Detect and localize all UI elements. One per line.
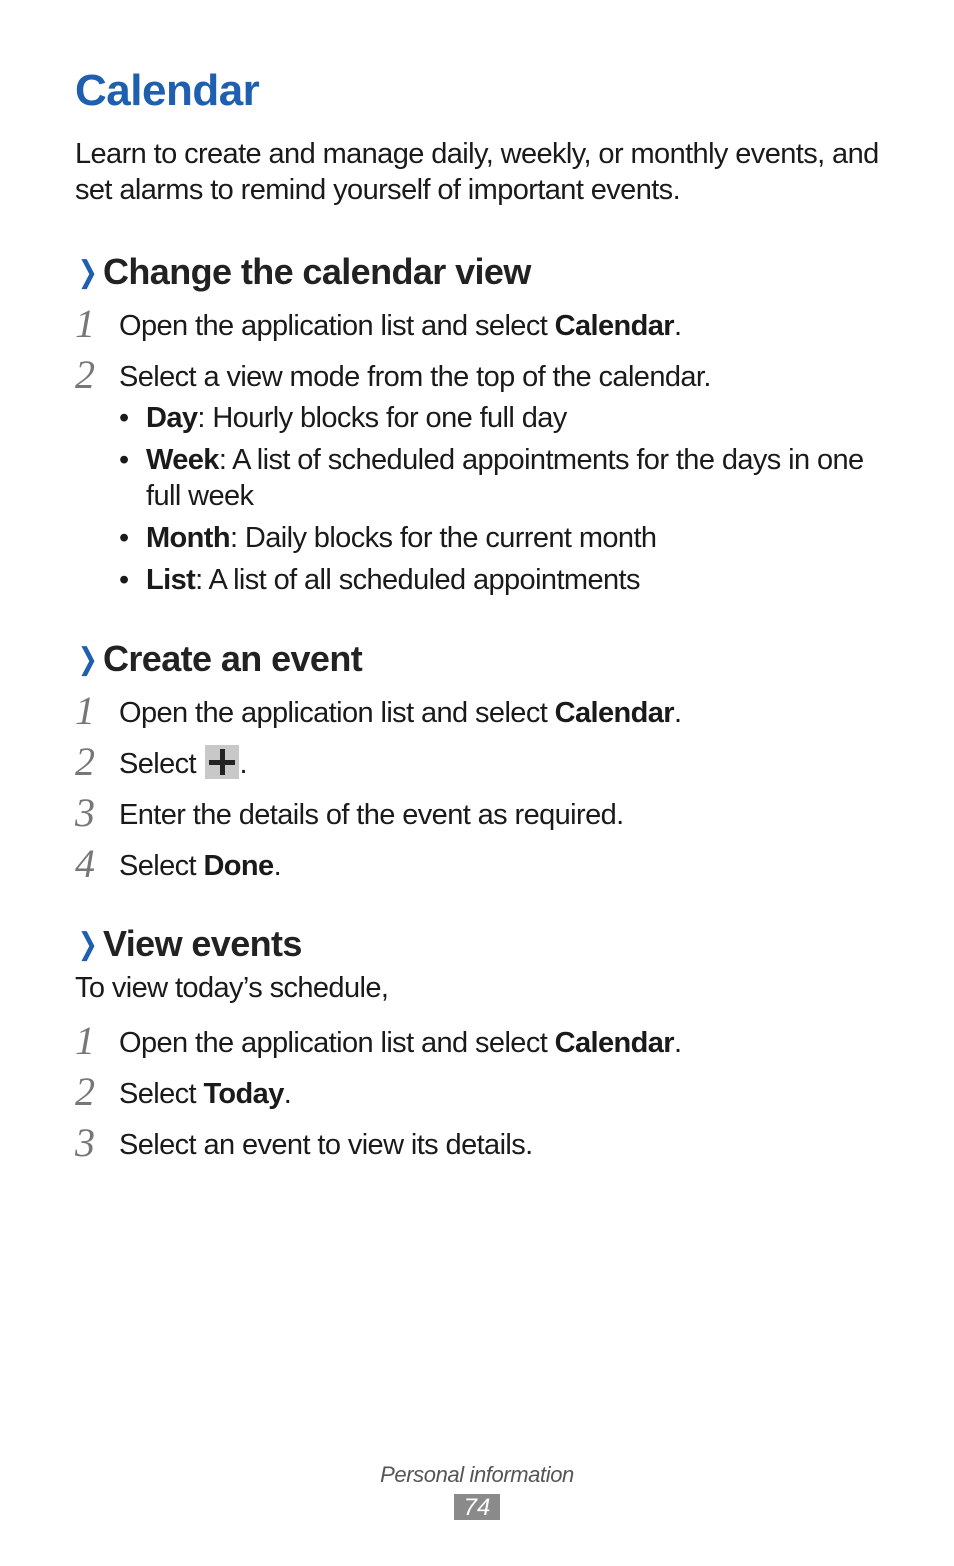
- ui-term: Calendar: [554, 1027, 674, 1059]
- page-title: Calendar: [75, 66, 260, 115]
- step-text: Select an event to view its details.: [119, 1129, 533, 1161]
- section-heading-create-event: [75, 637, 362, 682]
- step-number: 2: [75, 352, 95, 397]
- bullet-icon: •: [119, 522, 129, 554]
- step-text: Open the application list and select Calendar.: [119, 697, 682, 729]
- step-item: [75, 1018, 885, 1067]
- step-text: Select .: [119, 744, 247, 784]
- list-item: • Month: Daily blocks for the current month: [119, 522, 657, 554]
- view-mode-list: [119, 400, 879, 604]
- plus-icon: [205, 745, 239, 779]
- section-heading-text: Change the calendar view: [103, 251, 531, 292]
- bullet-icon: •: [119, 564, 129, 596]
- step-item: [75, 739, 885, 788]
- step-number: 2: [75, 739, 95, 784]
- bullet-icon: •: [119, 402, 129, 434]
- list-item: • List: A list of all scheduled appointments: [119, 564, 640, 596]
- section-heading-text: View events: [103, 923, 302, 964]
- bullet-icon: •: [119, 444, 129, 476]
- step-number: 3: [75, 790, 95, 835]
- step-item: [75, 301, 885, 350]
- step-item: [75, 841, 885, 890]
- section-heading-change-view: [75, 250, 531, 295]
- ui-term: Month: [146, 522, 230, 554]
- ui-term: List: [146, 564, 196, 596]
- step-text: Open the application list and select Calendar.: [119, 310, 682, 342]
- ui-term: Done: [203, 850, 274, 882]
- step-item: [75, 688, 885, 737]
- list-item: • Week: A list of scheduled appointments for the days in one full week: [119, 444, 864, 512]
- list-item: • Day: Hourly blocks for one full day: [119, 402, 567, 434]
- ui-term: Calendar: [554, 310, 674, 342]
- step-text: Select Done.: [119, 850, 282, 882]
- step-item: [75, 1120, 885, 1169]
- step-number: 1: [75, 688, 95, 733]
- intro-paragraph: Learn to create and manage daily, weekly, or monthly events, and set alarms to remind yourself of important events.: [75, 138, 879, 206]
- step-number: 2: [75, 1069, 95, 1114]
- chevron-right-icon: ❯: [77, 256, 98, 289]
- step-text: Open the application list and select Calendar.: [119, 1027, 682, 1059]
- section-lead-text: To view today’s schedule,: [75, 972, 389, 1004]
- step-item: [75, 1069, 885, 1118]
- step-item: [75, 352, 885, 401]
- step-number: 1: [75, 1018, 95, 1063]
- step-number: 3: [75, 1120, 95, 1165]
- ui-term: Week: [146, 444, 219, 476]
- section-heading-view-events: [75, 922, 302, 967]
- page-number: 74: [454, 1494, 500, 1520]
- chevron-right-icon: ❯: [77, 928, 98, 961]
- step-number: 1: [75, 301, 95, 346]
- section-heading-text: Create an event: [103, 638, 363, 679]
- ui-term: Day: [146, 402, 198, 434]
- ui-term: Today: [203, 1078, 284, 1110]
- step-item: [75, 790, 885, 839]
- step-number: 4: [75, 841, 95, 886]
- ui-term: Calendar: [554, 697, 674, 729]
- step-text: Enter the details of the event as required.: [119, 799, 624, 831]
- step-text: Select Today.: [119, 1078, 292, 1110]
- step-text: Select a view mode from the top of the calendar.: [119, 361, 711, 393]
- footer-section-label: Personal information: [380, 1462, 574, 1487]
- chevron-right-icon: ❯: [77, 643, 98, 676]
